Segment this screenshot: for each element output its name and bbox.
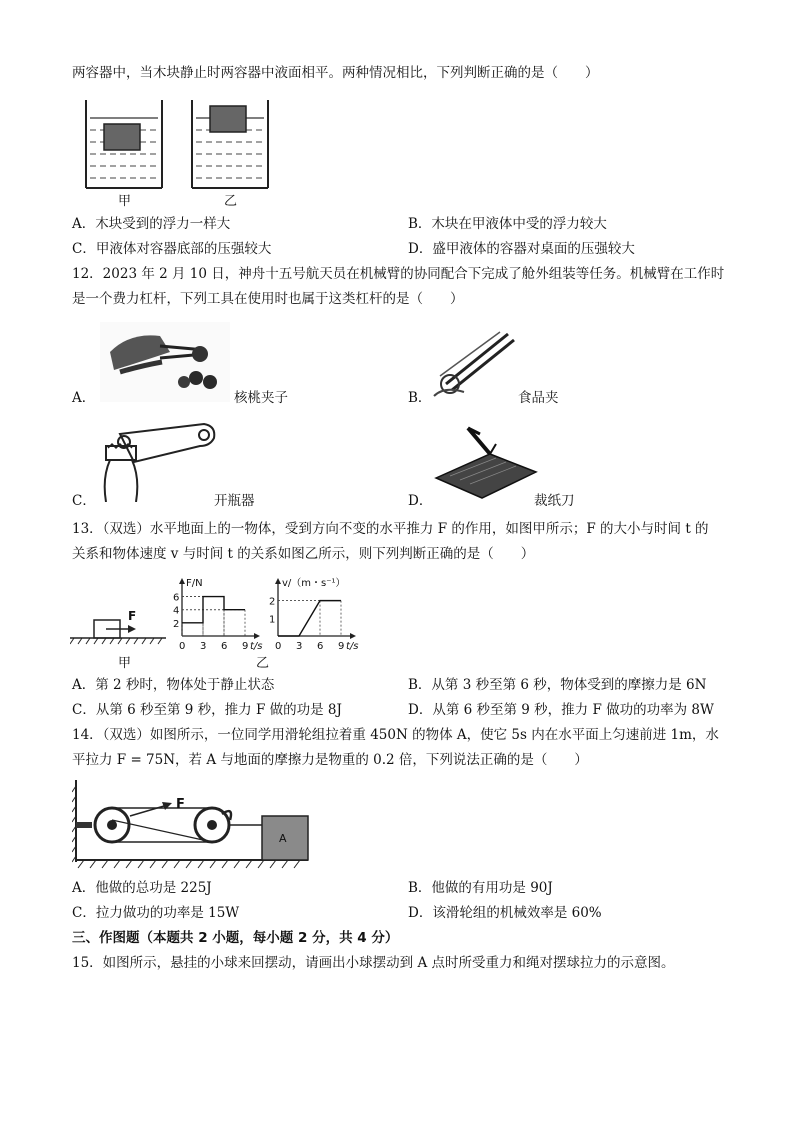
- ft-x-tick-3: 9: [242, 641, 249, 652]
- ft-y-tick-2: 6: [173, 592, 180, 604]
- ft-y-arrow-icon: [179, 578, 185, 584]
- q13-stem-line2: 关系和物体速度 v 与时间 t 的关系如图乙所示，则下列判断正确的是（ ）: [72, 546, 535, 562]
- q12-option-a-letter[interactable]: A．: [72, 390, 96, 406]
- vt-x-tick-0: 0: [275, 641, 282, 652]
- bottle-opener-image: [100, 418, 220, 502]
- q12-option-c-letter[interactable]: C．: [72, 493, 96, 509]
- pull-arrow-icon: [162, 802, 172, 810]
- ft-y-label: F/N: [186, 578, 203, 589]
- vt-x-tick-3: 9: [338, 641, 345, 652]
- walnut-cracker-image: [100, 322, 230, 402]
- q14-option-d[interactable]: D．该滑轮组的机械效率是 60%: [408, 905, 602, 921]
- q12-option-d-letter[interactable]: D．: [408, 493, 433, 509]
- q12-stem-line1: 12．2023 年 2 月 10 日，神舟十五号航天员在机械臂的协同配合下完成了舱外组装等任务。机械臂在工作时: [72, 266, 725, 282]
- wood-block-yi: [210, 106, 246, 132]
- q14-option-a[interactable]: A．他做的总功是 225J: [72, 880, 212, 896]
- q13-option-a[interactable]: A．第 2 秒时，物体处于静止状态: [72, 677, 275, 693]
- vt-y-label: v/（m・s⁻¹）: [282, 578, 346, 589]
- q13-label-jia: 甲: [118, 656, 132, 671]
- q15-stem: 15．如图所示，悬挂的小球来回摆动，请画出小球摆动到 A 点时所受重力和绳对摆球拉力的示意图。: [72, 955, 675, 971]
- q11-option-d[interactable]: D．盛甲液体的容器对桌面的压强较大: [408, 241, 635, 257]
- q12-option-d-name: 裁纸刀: [534, 493, 575, 509]
- q13-stem-line1: 13．（双选）水平地面上的一物体，受到方向不变的水平推力 F 的作用，如图甲所示；F 的大小与时间 t 的: [72, 521, 709, 537]
- block-a-label: A: [279, 832, 287, 845]
- q12-option-c-name: 开瓶器: [214, 493, 255, 509]
- label-yi: 乙: [224, 194, 238, 209]
- vt-x-tick-2: 6: [317, 641, 324, 652]
- label-jia: 甲: [118, 194, 132, 209]
- ft-x-tick-0: 0: [179, 641, 186, 652]
- q12-option-b-letter[interactable]: B．: [408, 390, 432, 406]
- q13-option-b[interactable]: B．从第 3 秒至第 6 秒，物体受到的摩擦力是 6N: [408, 677, 707, 693]
- q13-block-figure: [70, 606, 170, 650]
- q14-option-b[interactable]: B．他做的有用功是 90J: [408, 880, 553, 896]
- q12-option-b-name: 食品夹: [518, 390, 559, 406]
- ft-x-label: t/s: [250, 641, 263, 652]
- q13-label-yi: 乙: [256, 656, 270, 671]
- vt-x-label: t/s: [346, 641, 359, 652]
- q11-stem: 两容器中，当木块静止时两容器中液面相平。两种情况相比，下列判断正确的是（ ）: [72, 65, 599, 81]
- q12-option-a-name: 核桃夹子: [234, 390, 288, 406]
- q13-option-c[interactable]: C．从第 6 秒至第 9 秒，推力 F 做的功是 8J: [72, 702, 342, 718]
- food-tongs-image: [430, 326, 520, 402]
- q11-containers-figure: [80, 96, 280, 206]
- vt-y-arrow-icon: [275, 578, 281, 584]
- vt-x-arrow-icon: [350, 633, 356, 639]
- container-yi: [192, 100, 268, 188]
- ft-x-tick-2: 6: [221, 641, 228, 652]
- ft-x-tick-1: 3: [200, 641, 207, 652]
- vt-y-tick-1: 2: [269, 596, 276, 608]
- vt-x-tick-1: 3: [296, 641, 303, 652]
- pull-force-label: F: [176, 797, 185, 812]
- q11-option-a[interactable]: A．木块受到的浮力一样大: [72, 216, 231, 232]
- force-arrow-icon: [128, 625, 136, 633]
- q13-option-d[interactable]: D．从第 6 秒至第 9 秒，推力 F 做功的功率为 8W: [408, 702, 714, 718]
- q14-stem-line2: 平拉力 F = 75N，若 A 与地面的摩擦力是物重的 0.2 倍，下列说法正确的是（ ）: [72, 752, 588, 768]
- q14-option-c[interactable]: C．拉力做功的功率是 15W: [72, 905, 240, 921]
- pulley-system-figure: [72, 780, 312, 870]
- vt-y-tick-0: 1: [269, 614, 276, 626]
- q11-option-c[interactable]: C．甲液体对容器底部的压强较大: [72, 241, 272, 257]
- wood-block-jia: [104, 124, 140, 150]
- ft-y-tick-1: 4: [173, 605, 180, 617]
- f-t-chart: [164, 574, 272, 654]
- ft-y-tick-0: 2: [173, 618, 180, 630]
- container-jia: [86, 100, 162, 188]
- q12-stem-line2: 是一个费力杠杆，下列工具在使用时也属于这类杠杆的是（ ）: [72, 291, 464, 307]
- section-3-title: 三、作图题（本题共 2 小题，每小题 2 分，共 4 分）: [72, 930, 399, 946]
- q11-option-b[interactable]: B．木块在甲液体中受的浮力较大: [408, 216, 607, 232]
- v-t-chart: [258, 574, 368, 654]
- paper-cutter-image: [430, 424, 540, 504]
- force-label: F: [128, 609, 137, 623]
- q14-stem-line1: 14．（双选）如图所示，一位同学用滑轮组拉着重 450N 的物体 A，使它 5s 内在水平面上匀速前进 1m，水: [72, 727, 719, 743]
- vt-series-line: [278, 601, 341, 636]
